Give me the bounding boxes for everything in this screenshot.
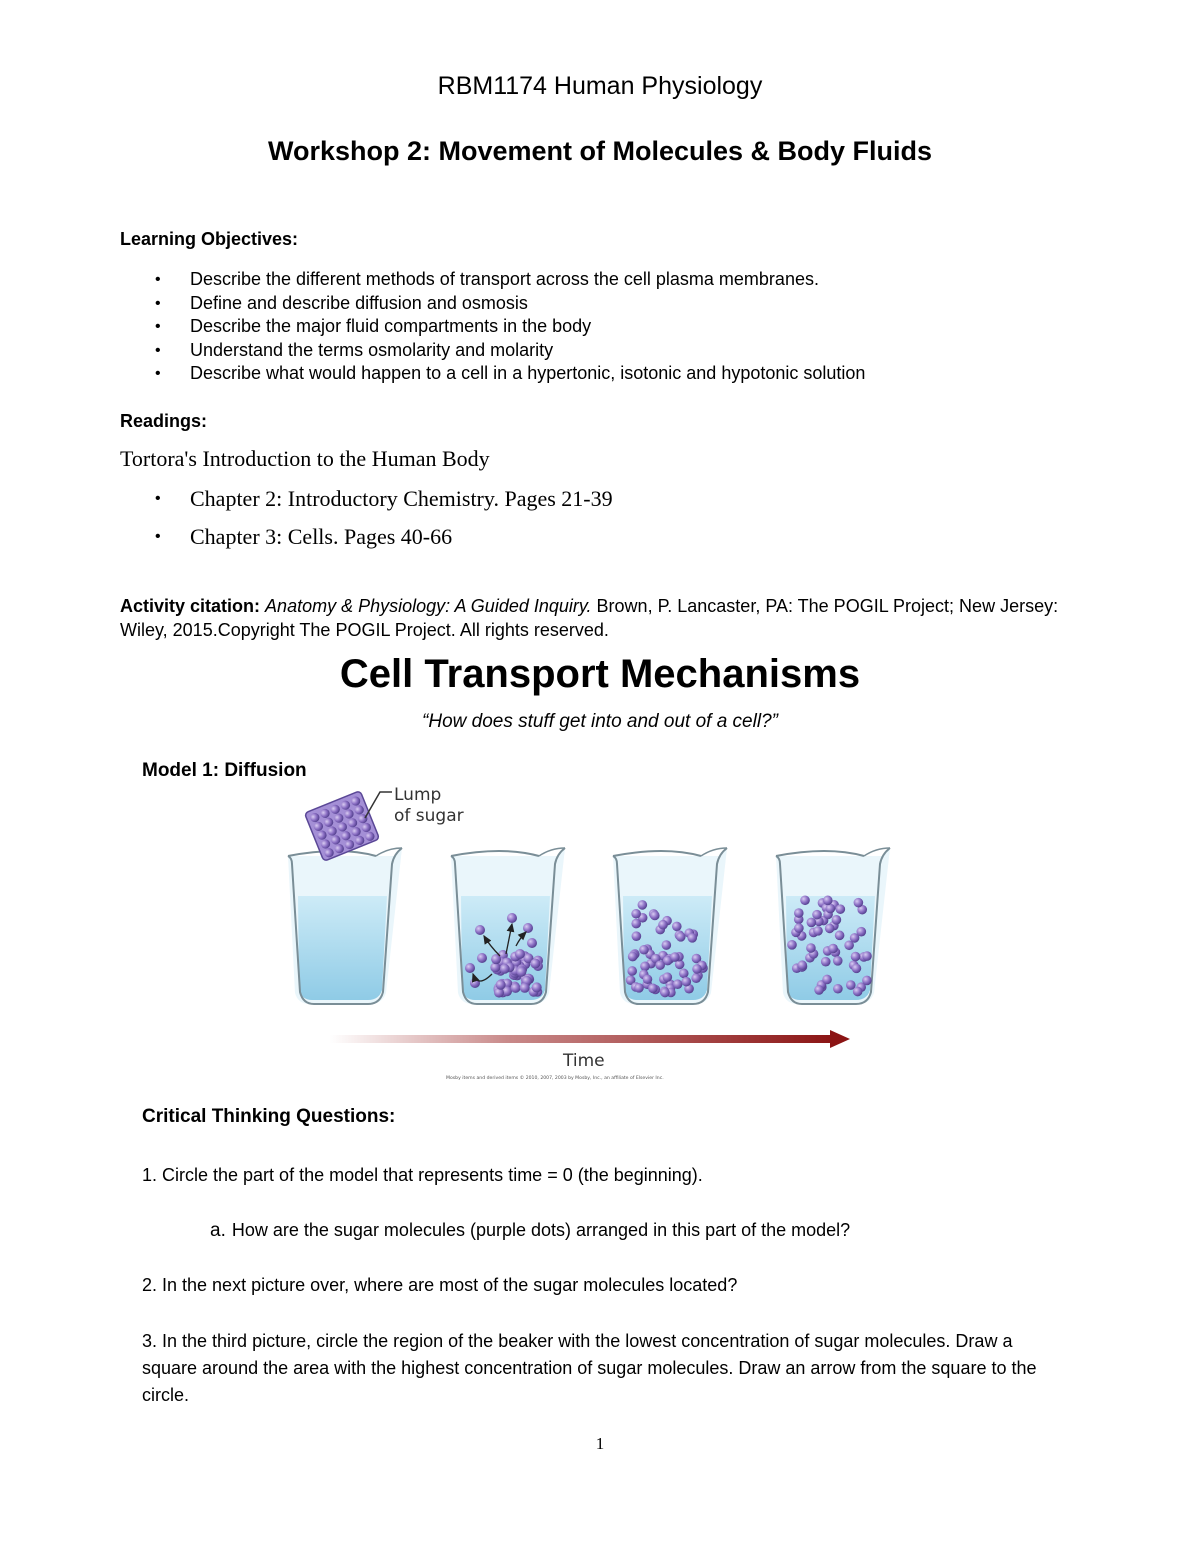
sugar-molecule (530, 959, 540, 969)
sugar-molecule (813, 926, 823, 936)
sugar-molecule (640, 962, 650, 972)
bullet-icon: • (155, 365, 161, 383)
sugar-molecule (475, 925, 485, 935)
sugar-molecule (825, 924, 835, 934)
sugar-molecule (523, 923, 533, 933)
sugar-molecule (822, 975, 832, 985)
sugar-molecule (638, 900, 648, 910)
sugar-molecule (655, 960, 665, 970)
learning-objectives-list (150, 268, 865, 386)
sugar-molecule (670, 952, 680, 962)
question-2: 2. In the next picture over, where are most of the sugar molecules located? (142, 1275, 738, 1295)
sugar-molecule (800, 895, 810, 905)
list-item: • Define and describe diffusion and osmosis (150, 292, 865, 316)
bullet-icon: • (155, 528, 161, 545)
sugar-molecule (787, 940, 797, 950)
sugar-molecule (687, 933, 697, 943)
workshop-title: Workshop 2: Movement of Molecules & Body Fluids (267, 136, 933, 166)
question-1a: a. How are the sugar molecules (purple dots) arranged in this part of the model? (210, 1220, 851, 1241)
sugar-molecule (627, 966, 637, 976)
bullet-icon: • (155, 271, 161, 288)
sugar-molecule (853, 987, 863, 997)
list-item: • Describe what would happen to a cell in a hypertonic, isotonic and hypotonic solution (150, 362, 865, 386)
sugar-molecule (672, 922, 682, 932)
bullet-icon: • (155, 318, 161, 336)
model-title: Model 1: Diffusion (142, 760, 307, 781)
sugar-molecule (681, 977, 691, 987)
list-item: • Chapter 3: Cells. Pages 40-66 (150, 522, 613, 560)
question-1: 1. Circle the part of the model that represents time = 0 (the beginning). (142, 1165, 703, 1185)
lump-label-line2: of sugar (394, 806, 464, 826)
time-arrow-shaft (330, 1035, 835, 1043)
section-title: Cell Transport Mechanisms (339, 652, 861, 696)
sugar-molecule (826, 904, 836, 914)
sugar-molecule (631, 919, 641, 929)
sugar-molecule (516, 967, 526, 977)
list-item: • Describe the different methods of transport across the cell plasma membranes. (150, 268, 865, 292)
sugar-molecule (650, 911, 660, 921)
sugar-molecule (676, 932, 686, 942)
sugar-molecule (520, 983, 530, 993)
sugar-molecule (807, 918, 817, 928)
sugar-molecule (515, 949, 525, 959)
sugar-molecule (833, 956, 843, 966)
readings-heading: Readings: (120, 411, 208, 431)
sugar-molecule (628, 952, 638, 962)
page-number: 1 (595, 1434, 605, 1453)
sugar-molecule (660, 988, 670, 998)
sugar-molecule (852, 964, 862, 974)
sugar-lump (304, 791, 379, 862)
sugar-molecule (854, 898, 864, 908)
sugar-molecule (511, 983, 521, 993)
sugar-molecule (643, 974, 653, 984)
course-title: RBM1174 Human Physiology (437, 72, 763, 100)
sugar-molecule (851, 952, 861, 962)
lump-label-line1: Lump (394, 785, 442, 805)
sugar-molecule (639, 945, 649, 955)
activity-citation: Activity citation: Anatomy & Physiology: A Guided Inquiry. Brown, P. Lancaster, PA: The POGIL Project; New Jersey: Wiley, 2015.Copyright The POGIL Project. All rights reserved. (120, 596, 1059, 640)
sugar-molecule (862, 951, 872, 961)
readings-list (150, 484, 613, 560)
sugar-molecule (832, 915, 842, 925)
sugar-molecule (814, 985, 824, 995)
sugar-molecule (477, 953, 487, 963)
sugar-molecule (662, 940, 672, 950)
sugar-molecule (673, 979, 683, 989)
reading-book-title: Tortora's Introduction to the Human Body (120, 446, 490, 471)
sugar-molecule (632, 931, 642, 941)
sugar-molecule (794, 908, 804, 918)
bullet-icon: • (155, 490, 161, 507)
sugar-molecule (500, 964, 510, 974)
sugar-molecule (496, 980, 506, 990)
sugar-molecule (465, 963, 475, 973)
sugar-molecule (812, 910, 822, 920)
figure-credit: Mosby items and derived items © 2010, 2007, 2003 by Mosby, Inc., an affiliate of Elsevier Inc. (446, 1076, 664, 1081)
sugar-molecule (794, 923, 804, 933)
sugar-molecule (856, 927, 866, 937)
sugar-molecule (679, 969, 689, 979)
section-subtitle: “How does stuff get into and out of a cell?” (422, 711, 778, 732)
sugar-molecule (663, 972, 673, 982)
sugar-molecule (691, 973, 701, 983)
learning-objectives-heading: Learning Objectives: (120, 229, 299, 249)
sugar-molecule (806, 943, 816, 953)
beaker-1 (288, 848, 402, 1004)
diffusion-figure (270, 778, 910, 1088)
sugar-molecule (631, 909, 641, 919)
time-arrow-head (830, 1030, 850, 1048)
bullet-icon: • (155, 294, 161, 312)
sugar-molecule (797, 960, 807, 970)
list-item: • Chapter 2: Introductory Chemistry. Pages 21-39 (150, 484, 613, 522)
sugar-molecule (833, 984, 843, 994)
sugar-molecule (658, 920, 668, 930)
question-3: 3. In the third picture, circle the region of the beaker with the lowest concentration of sugar molecules. Draw a square around the area with the highest concentration of sugar molecules. Draw an arrow from the square to the circle. (142, 1331, 1037, 1405)
sugar-molecule (507, 913, 517, 923)
sugar-molecule (634, 983, 644, 993)
sugar-molecule (648, 984, 658, 994)
sugar-molecule (828, 944, 838, 954)
sugar-molecule (821, 957, 831, 967)
sugar-molecule (527, 938, 537, 948)
sugar-molecule (470, 978, 480, 988)
bullet-icon: • (155, 341, 161, 359)
sugar-molecule (835, 931, 845, 941)
sugar-molecule (823, 896, 833, 906)
sugar-molecule (532, 982, 542, 992)
list-item: • Describe the major fluid compartments in the body (150, 315, 865, 339)
sugar-molecule (862, 976, 872, 986)
time-label: Time (563, 1051, 605, 1071)
list-item: • Understand the terms osmolarity and molarity (150, 339, 865, 363)
sugar-molecule (692, 964, 702, 974)
sugar-molecule (836, 904, 846, 914)
critical-thinking-heading: Critical Thinking Questions: (142, 1106, 396, 1127)
